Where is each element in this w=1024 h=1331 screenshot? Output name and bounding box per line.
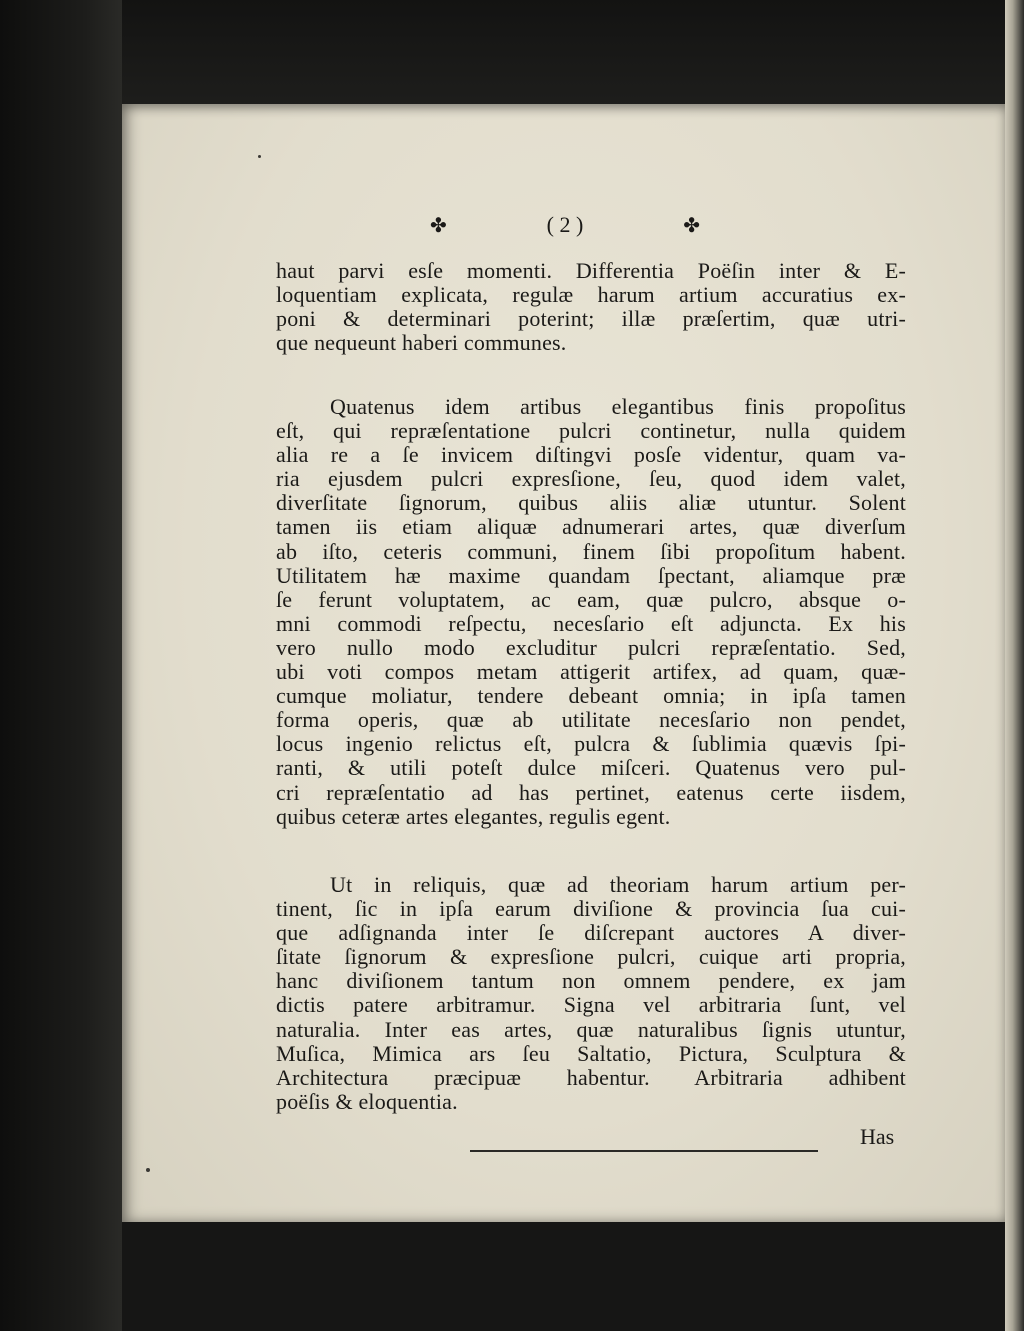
text-line: tinent, ſic in ipſa earum diviſione & provincia ſua cui- <box>276 896 906 922</box>
paragraph-3 <box>276 873 906 1114</box>
text-line: Ut in reliquis, quæ ad theoriam harum artium per- <box>330 872 906 897</box>
page-edge <box>1005 0 1024 1331</box>
text-line: Utilitatem hæ maxime quandam ſpectant, aliamque præ <box>276 562 906 588</box>
text-line: que nequeunt haberi communes. <box>276 330 567 356</box>
scan-background-top <box>122 0 1024 110</box>
text-line: Muſica, Mimica ars ſeu Saltatio, Pictura, Sculptura & <box>276 1040 906 1066</box>
text-line: ubi voti compos metam attigerit artifex, ad quam, quæ- <box>276 659 906 685</box>
text-line: quibus ceteræ artes elegantes, regulis egent. <box>276 803 671 829</box>
text-line: diverſitate ſignorum, quibus aliis aliæ utuntur. Solent <box>276 490 906 516</box>
text-line: ab iſto, ceteris communi, finem ſibi propoſitum habent. <box>276 538 906 564</box>
text-line: cumque moliatur, tendere debeant omnia; in ipſa tamen <box>276 683 906 709</box>
text-line: mni commodi reſpectu, necesſario eſt adjuncta. Ex his <box>276 610 906 636</box>
footer-rule <box>470 1150 818 1152</box>
text-line: Quatenus idem artibus elegantibus finis propoſitus <box>330 394 906 419</box>
text-line: alia re a ſe invicem diſtingvi posſe videntur, quam va- <box>276 442 906 468</box>
text-line: eſt, qui repræſentatione pulcri continetur, nulla quidem <box>276 418 906 444</box>
paragraph-1 <box>276 259 906 355</box>
text-line: poni & determinari poterint; illæ præſertim, quæ utri- <box>276 306 906 332</box>
text-line: ſe ferunt voluptatem, ac eam, quæ pulcro, absque o- <box>276 586 906 612</box>
scan-background-bottom <box>122 1222 1024 1331</box>
text-line: ſitate ſignorum & expresſione pulcri, cuique arti propria, <box>276 944 906 970</box>
text-line: tamen iis etiam aliquæ adnumerari artes, quæ diverſum <box>276 514 906 540</box>
text-line: Architectura præcipuæ habentur. Arbitraria adhibent <box>276 1064 906 1090</box>
fleuron-right-icon: ✤ <box>683 214 700 237</box>
page-number: ( 2 ) <box>546 212 584 237</box>
text-line: hanc diviſionem tantum non omnem pendere, ex jam <box>276 968 906 994</box>
text-line: ranti, & utili poteſt dulce miſceri. Quatenus vero pul- <box>276 755 906 781</box>
text-line: locus ingenio relictus eſt, pulcra & ſublimia quævis ſpi- <box>276 731 906 757</box>
text-line: loquentiam explicata, regulæ harum artium accuratius ex- <box>276 282 906 308</box>
catchword: Has <box>860 1124 895 1149</box>
text-line: vero nullo modo excluditur pulcri repræſentatio. Sed, <box>276 634 906 660</box>
text-line: dictis patere arbitramur. Signa vel arbitraria ſunt, vel <box>276 992 906 1018</box>
text-line: forma operis, quæ ab utilitate necesſario non pendet, <box>276 707 906 733</box>
text-line: naturalia. Inter eas artes, quæ naturalibus ſignis utuntur, <box>276 1016 906 1042</box>
paragraph-2 <box>276 395 906 829</box>
page-header <box>430 210 700 240</box>
text-line: que adſignanda inter ſe diſcrepant auctores A diver- <box>276 920 906 946</box>
scan-background-left <box>0 0 122 1331</box>
fleuron-left-icon: ✤ <box>430 214 447 237</box>
text-line: poëſis & eloquentia. <box>276 1088 458 1114</box>
text-line: cri repræſentatio ad has pertinet, eatenus certe iisdem, <box>276 779 906 805</box>
text-line: haut parvi esſe momenti. Differentia Poëſin inter & E- <box>276 258 906 283</box>
speck <box>146 1168 150 1172</box>
text-line: ria ejusdem pulcri expresſione, ſeu, quod idem valet, <box>276 466 906 492</box>
speck <box>258 155 261 158</box>
